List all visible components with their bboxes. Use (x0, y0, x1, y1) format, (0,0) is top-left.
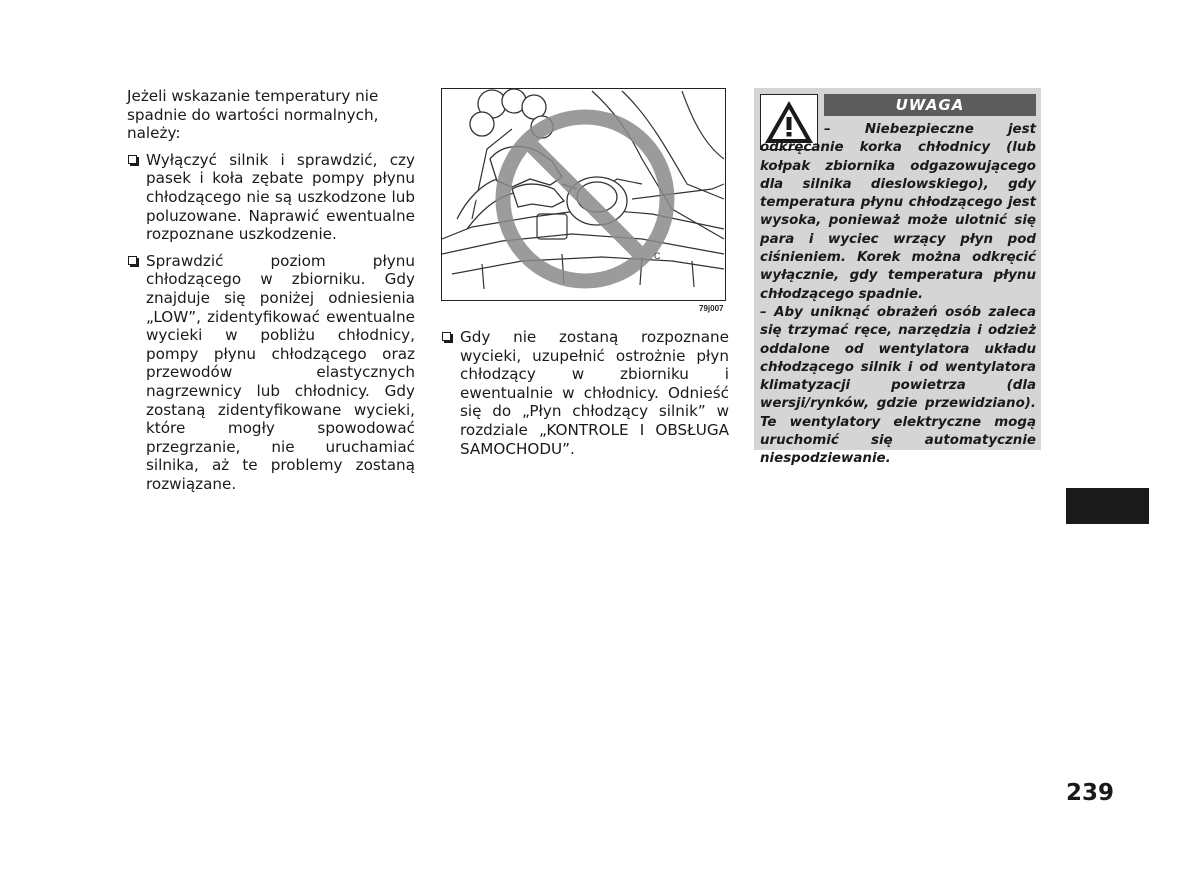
warning-paragraph: – Aby uniknąć obrażeń osób zaleca się trzymać ręce, narzędzia i odzież oddalone od wentylatora układu chłodzącego silnik i od wentylatora klimatyzacji powietrza (dla wersji/rynków, gdzie przewidziano). Te wentylatory elektryczne mogą uruchomić się automatycznie niespodziewanie. (760, 304, 1036, 467)
left-column (127, 87, 415, 493)
figure-code: 79j007 (699, 304, 724, 313)
warning-title: UWAGA (824, 94, 1036, 116)
checkbox-bullet-icon (442, 332, 451, 341)
radiator-cap-illustration (441, 88, 726, 301)
no-opening-radiator-cap-illustration (442, 89, 726, 301)
svg-text:C: C (654, 251, 661, 261)
warning-paragraph: – Niebezpieczne jest odkręcanie korka chłodnicy (lub kołpak zbiornika odgazowującego dla silnika dieslowskiego), gdy temperatura płynu chłodzącego jest wysoka, ponieważ może ulotnić się para i wyciec wrzący płyn pod ciśnieniem. Korek można odkręcić wyłącznie, gdy temperatura płynu chłodzącego spadnie. (760, 122, 1036, 302)
section-tab-marker (1066, 488, 1149, 524)
list-item (127, 151, 415, 244)
list-item (127, 252, 415, 494)
warning-text (760, 121, 1036, 469)
list-item-text: Wyłączyć silnik i sprawdzić, czy pasek i koła zębate pompy płynu chłodzącego nie są uszkodzone lub poluzowane. Naprawić ewentualne rozpoznane uszkodzenie. (146, 150, 415, 244)
checkbox-bullet-icon (128, 256, 137, 265)
checkbox-bullet-icon (128, 155, 137, 164)
page-number: 239 (1066, 780, 1115, 806)
list-item (441, 328, 729, 458)
list-item-text: Sprawdzić poziom płynu chłodzącego w zbiorniku. Gdy znajduje się poniżej odniesienia „LOW”, zidentyfikować ewentualne wycieki w pobliżu chłodnicy, pompy płynu chłodzącego oraz przewodów elastycznych nagrzewnicy lub chłodnicy. Gdy zostaną zidentyfikowane wycieki, które mogły spowodować przegrzanie, nie uruchamiać silnika, aż te problemy zostaną rozwiązane. (146, 251, 415, 493)
middle-column (441, 328, 729, 458)
intro-paragraph: Jeżeli wskazanie temperatury nie spadnie do wartości normalnych, należy: (127, 87, 379, 143)
warning-box (754, 88, 1041, 467)
list-item-text: Gdy nie zostaną rozpoznane wycieki, uzupełnić ostrożnie płyn chłodzący w zbiorniku i ewentualnie w chłodnicy. Odnieść się do „Płyn chłodzący silnik” w rozdziale „KONTROLE I OBSŁUGA SAMOCHODU”. (460, 328, 729, 458)
